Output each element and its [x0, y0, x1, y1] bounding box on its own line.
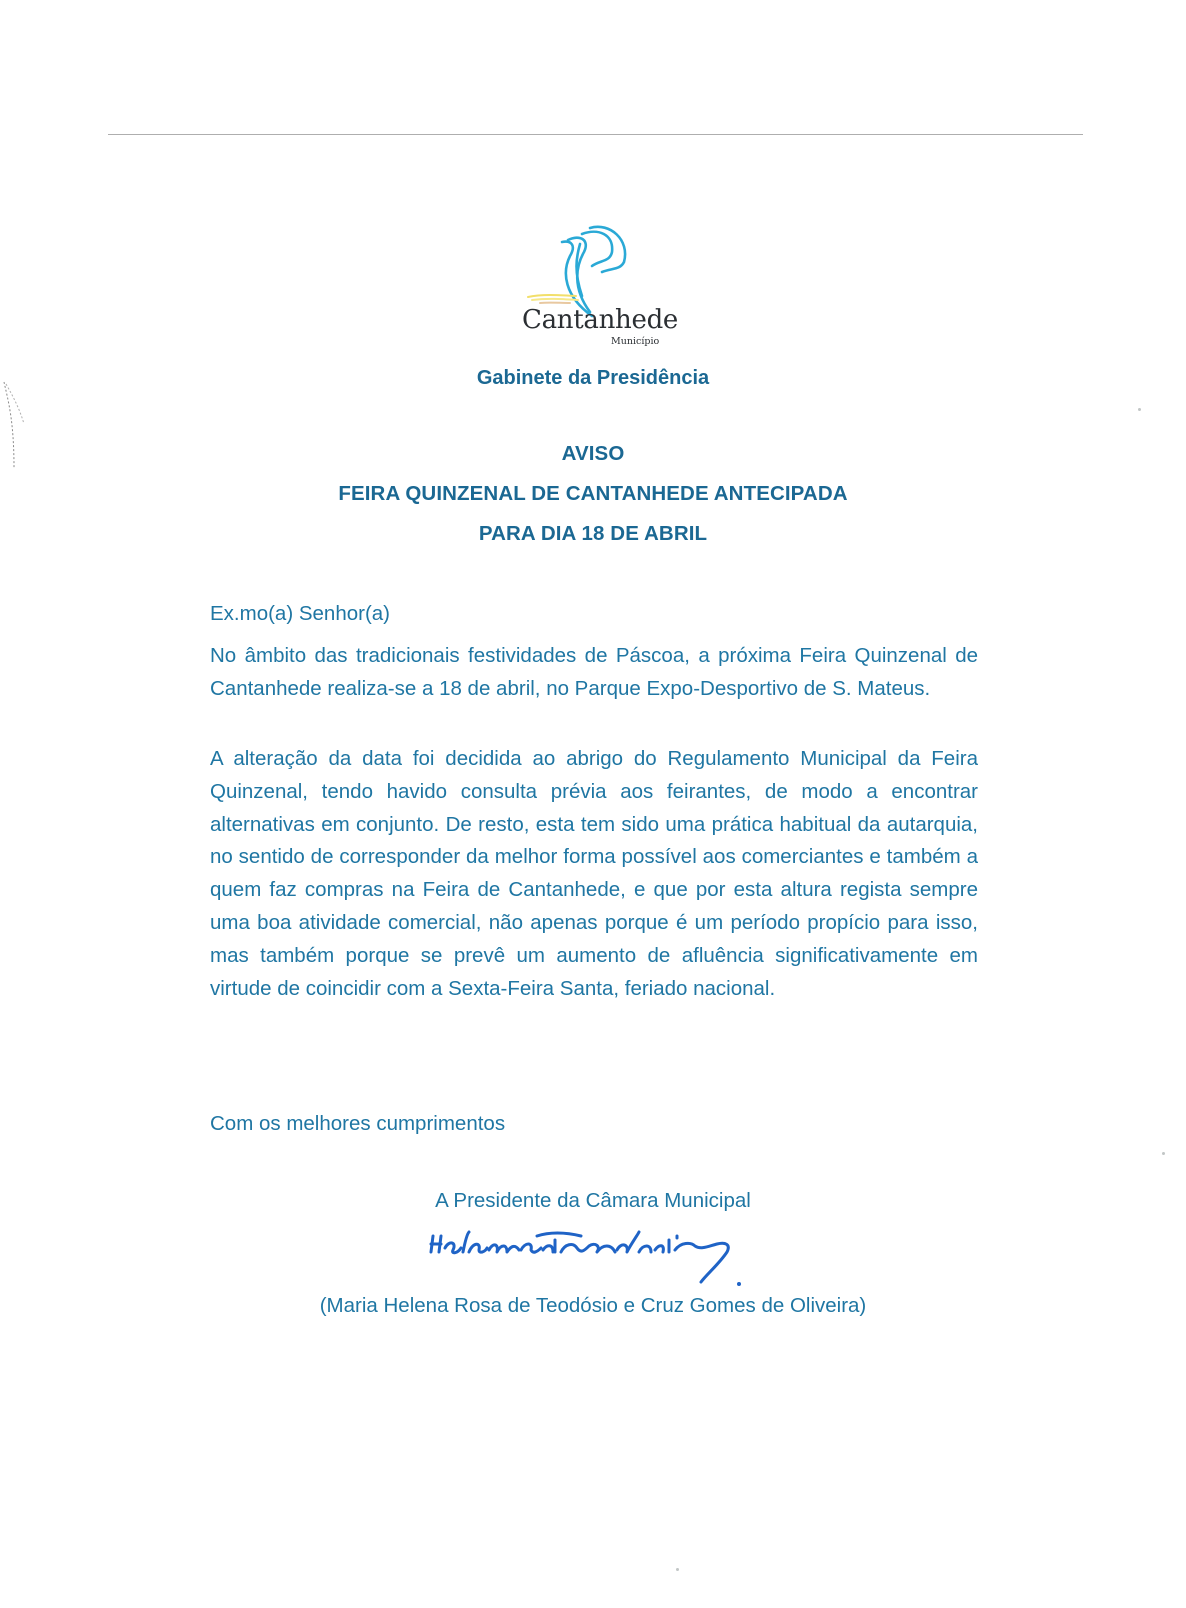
logo-subtitle: Município — [611, 336, 660, 347]
notice-heading: AVISO — [561, 442, 625, 465]
paragraph-2: A alteração da data foi decidida ao abrigo do Regulamento Municipal da Feira Quinzenal, tendo havido consulta prévia aos feirantes, de modo a encontrar alternativas em conjunto. De resto, esta tem sido uma prática habitual da autarquia, no sentido de corresponder da melhor forma possível aos comerciantes e também a quem faz compras na Feira de Cantanhede, e que por esta altura regista sempre uma boa atividade comercial, não apenas porque é um período propício para isso, mas também porque se prevê um aumento de afluência significativamente em virtude de coincidir com a Sexta-Feira Santa, feriado nacional. — [210, 747, 978, 1000]
signer-name: (Maria Helena Rosa de Teodósio e Cruz Gomes de Oliveira) — [319, 1294, 867, 1317]
notice-title-line-2: PARA DIA 18 DE ABRIL — [478, 522, 708, 545]
logo-name: Cantanhede — [522, 305, 678, 335]
scan-speck — [676, 1568, 679, 1571]
notice-title-line-1: FEIRA QUINZENAL DE CANTANHEDE ANTECIPADA — [338, 482, 848, 505]
salutation: Ex.mo(a) Senhor(a) — [210, 602, 391, 625]
signer-title: A Presidente da Câmara Municipal — [435, 1189, 751, 1212]
logo-lettering: Cantanhede — [520, 200, 526, 201]
scan-speck — [1162, 1152, 1165, 1155]
closing: Com os melhores cumprimentos — [210, 1112, 506, 1135]
paragraph-1: No âmbito das tradicionais festividades de Páscoa, a próxima Feira Quinzenal de Cantanhede realiza-se a 18 de abril, no Parque Expo-Desportivo de S. Mateus. — [210, 644, 978, 700]
handwritten-signature — [425, 1222, 775, 1292]
scan-speck — [1138, 408, 1141, 411]
header-rule — [108, 134, 1083, 135]
department-title: Gabinete da Presidência — [476, 367, 710, 389]
